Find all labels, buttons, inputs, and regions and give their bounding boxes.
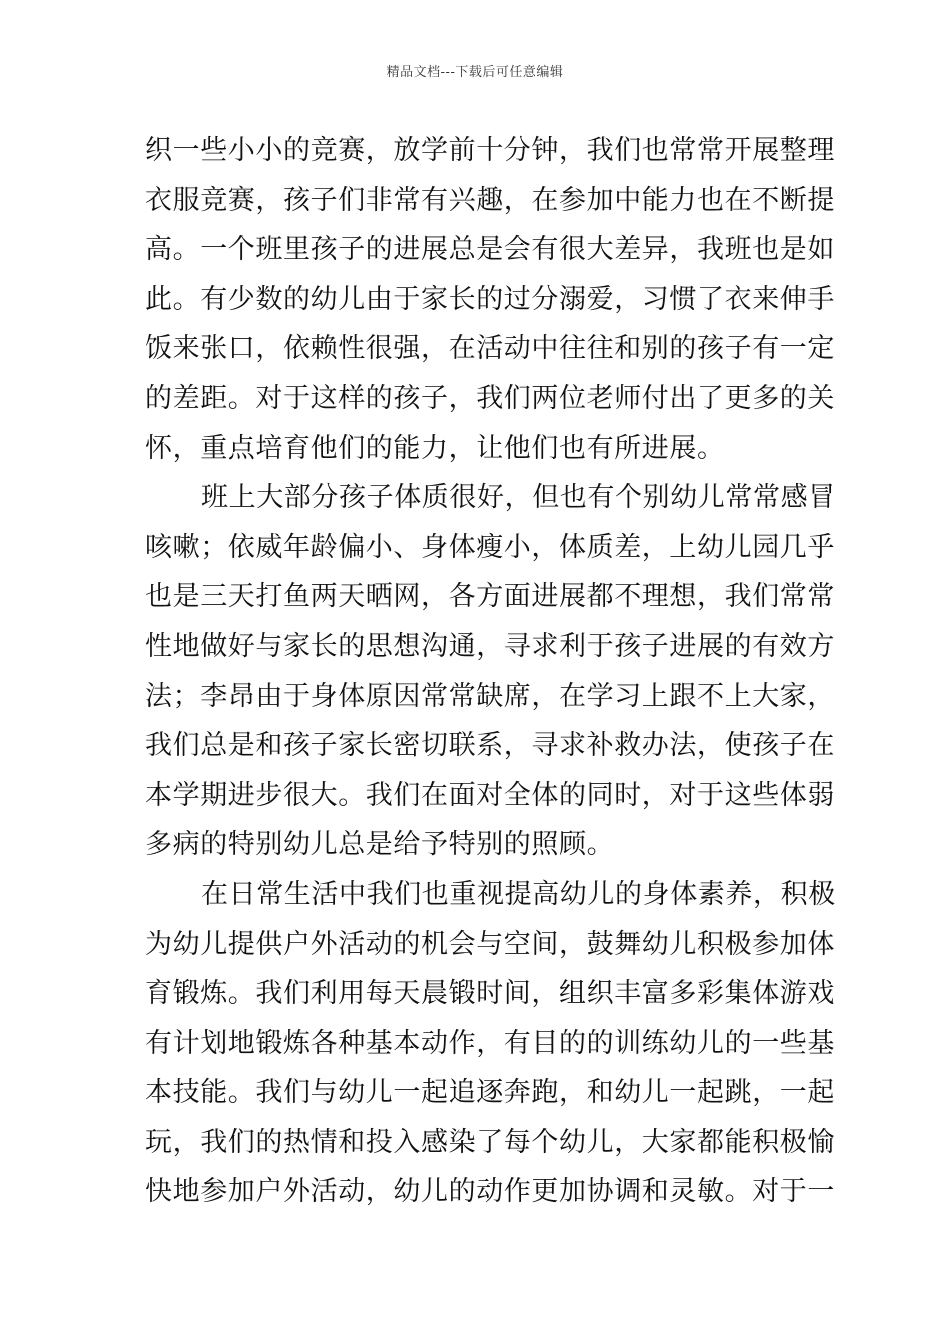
text-line: 玩，我们的热情和投入感染了每个幼儿，大家都能积极愉: [145, 1126, 835, 1158]
page-header: 精品文档---下载后可任意编辑: [386, 65, 564, 80]
text-line: 高。一个班里孩子的进展总是会有很大差异，我班也是如: [145, 234, 835, 266]
text-line: 多病的特别幼儿总是给予特别的照顾。: [145, 829, 615, 861]
text-line: 饭来张口，依赖性很强，在活动中往往和别的孩子有一定: [145, 333, 835, 365]
body-text: [145, 126, 836, 1217]
text-line: 本技能。我们与幼儿一起追逐奔跑，和幼儿一起跳，一起: [145, 1077, 835, 1109]
paragraph-start-line: 班上大部分孩子体质很好，但也有个别幼儿常常感冒: [201, 482, 836, 514]
text-line: 育锻炼。我们利用每天晨锻时间，组织丰富多彩集体游戏: [145, 978, 835, 1010]
paragraph-start-line: 在日常生活中我们也重视提高幼儿的身体素养，积极: [201, 878, 836, 910]
text-line: 衣服竞赛，孩子们非常有兴趣，在参加中能力也在不断提: [145, 184, 835, 216]
text-line: 法；李昂由于身体原因常常缺席，在学习上跟不上大家，: [145, 680, 835, 712]
text-line: 为幼儿提供户外活动的机会与空间，鼓舞幼儿积极参加体: [145, 928, 835, 960]
text-line: 本学期进步很大。我们在面对全体的同时，对于这些体弱: [145, 779, 835, 811]
text-line: 咳嗽；依威年龄偏小、身体瘦小，体质差，上幼儿园几乎: [145, 531, 835, 563]
text-line: 我们总是和孩子家长密切联系，寻求补救办法，使孩子在: [145, 730, 835, 762]
text-line: 此。有少数的幼儿由于家长的过分溺爱，习惯了衣来伸手: [145, 283, 835, 315]
text-line: 性地做好与家长的思想沟通，寻求利于孩子进展的有效方: [145, 630, 835, 662]
text-line: 快地参加户外活动，幼儿的动作更加协调和灵敏。对于一: [145, 1176, 835, 1208]
text-line: 怀，重点培育他们的能力，让他们也有所进展。: [145, 432, 725, 464]
text-line: 织一些小小的竞赛，放学前十分钟，我们也常常开展整理: [145, 135, 835, 166]
text-line: 也是三天打鱼两天晒网，各方面进展都不理想，我们常常: [145, 581, 835, 613]
text-line: 有计划地锻炼各种基本动作，有目的的训练幼儿的一些基: [145, 1027, 835, 1059]
text-line: 的差距。对于这样的孩子，我们两位老师付出了更多的关: [145, 382, 835, 414]
